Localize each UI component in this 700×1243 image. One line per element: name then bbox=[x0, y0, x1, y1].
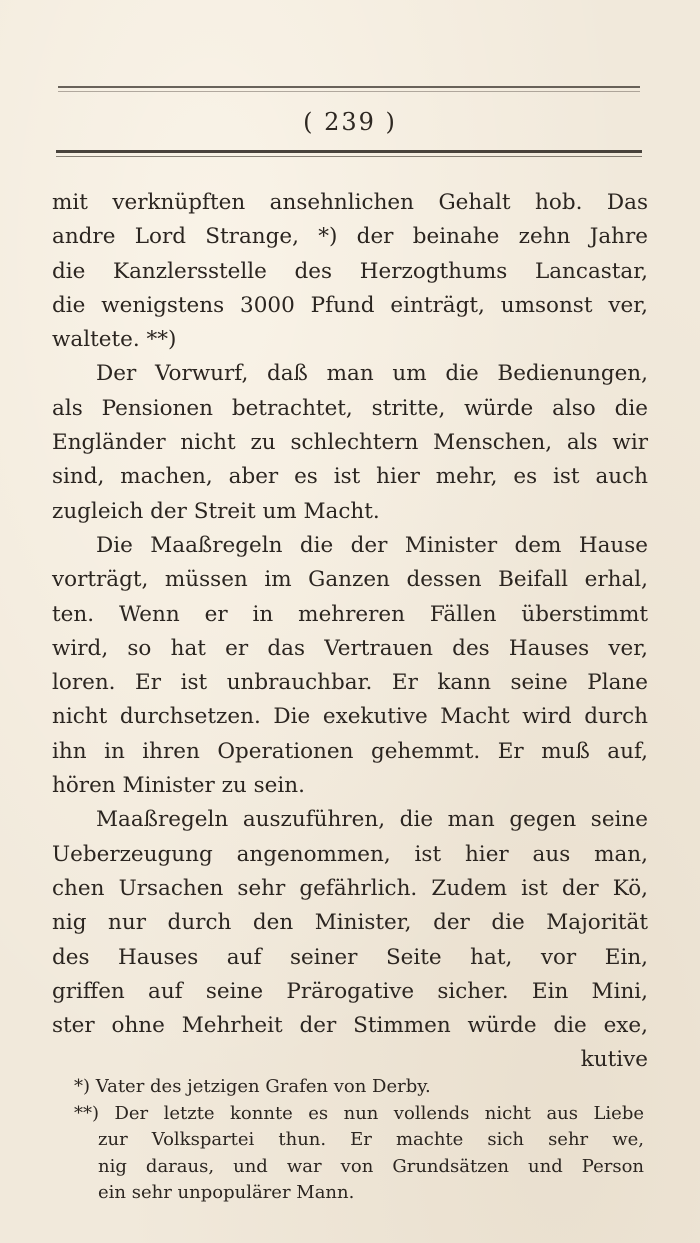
text-line: waltete. **) bbox=[52, 327, 177, 353]
footnotes bbox=[74, 1074, 644, 1207]
top-rule-thin bbox=[58, 91, 640, 92]
text-line: hören Minister zu sein. bbox=[52, 773, 305, 799]
top-rule bbox=[58, 86, 640, 88]
text-line: loren. Er ist unbrauchbar. Er kann seine Plane bbox=[52, 670, 648, 696]
text-line: vorträgt, müssen im Ganzen dessen Beifall erhal, bbox=[52, 567, 648, 593]
text-line: ihn in ihren Operationen gehemmt. Er muß auf, bbox=[52, 738, 648, 764]
text-line: griffen auf seine Prärogative sicher. Ein Mini, bbox=[52, 978, 648, 1004]
footnote-2-cont: ein sehr unpopulärer Mann. bbox=[98, 1182, 355, 1203]
paragraph-start-line: Die Maaßregeln die der Minister dem Hause bbox=[96, 532, 648, 558]
page-number: ( 239 ) bbox=[303, 108, 397, 136]
text-line: chen Ursachen sehr gefährlich. Zudem ist der Kö, bbox=[52, 875, 648, 901]
header-rule bbox=[56, 150, 642, 153]
footnote-2-cont: nig daraus, und war von Grundsätzen und Person bbox=[98, 1155, 644, 1177]
paragraph-start-line: Maaßregeln auszuführen, die man gegen seine bbox=[96, 807, 648, 833]
text-line: ster ohne Mehrheit der Stimmen würde die exe, bbox=[52, 1013, 648, 1039]
text-line: sind, machen, aber es ist hier mehr, es ist auch bbox=[52, 464, 648, 490]
text-line: nicht durchsetzen. Die exekutive Macht wird durch bbox=[52, 704, 648, 730]
text-line: als Pensionen betrachtet, stritte, würde also die bbox=[52, 395, 648, 421]
text-line: wird, so hat er das Vertrauen des Hauses ver, bbox=[52, 635, 648, 661]
footnote-2-cont: zur Volkspartei thun. Er machte sich sehr we, bbox=[98, 1129, 644, 1150]
text-line: des Hauses auf seiner Seite hat, vor Ein, bbox=[52, 944, 648, 970]
paragraph-start-line: Der Vorwurf, daß man um die Bedienungen, bbox=[96, 361, 648, 387]
text-line: die Kanzlersstelle des Herzogthums Lancastar, bbox=[52, 258, 648, 284]
text-line: mit verknüpften ansehnlichen Gehalt hob. Das bbox=[52, 190, 648, 215]
body-text bbox=[52, 186, 648, 1078]
text-line: Ueberzeugung angenommen, ist hier aus man, bbox=[52, 841, 648, 867]
text-line: Engländer nicht zu schlechtern Menschen, als wir bbox=[52, 430, 648, 456]
text-line: zugleich der Streit um Macht. bbox=[52, 498, 380, 524]
catchword: kutive bbox=[580, 1047, 648, 1073]
footnote-1: *) Vater des jetzigen Grafen von Derby. bbox=[74, 1076, 431, 1097]
footnote-2: **) Der letzte konnte es nun vollends nicht aus Liebe bbox=[74, 1102, 644, 1124]
text-line: andre Lord Strange, *) der beinahe zehn Jahre bbox=[52, 224, 648, 250]
header-rule-thin bbox=[56, 156, 642, 157]
text-line: ten. Wenn er in mehreren Fällen überstimmt bbox=[52, 601, 648, 627]
text-line: nig nur durch den Minister, der die Majorität bbox=[52, 910, 648, 936]
text-line: die wenigstens 3000 Pfund einträgt, umsonst ver, bbox=[52, 292, 648, 318]
